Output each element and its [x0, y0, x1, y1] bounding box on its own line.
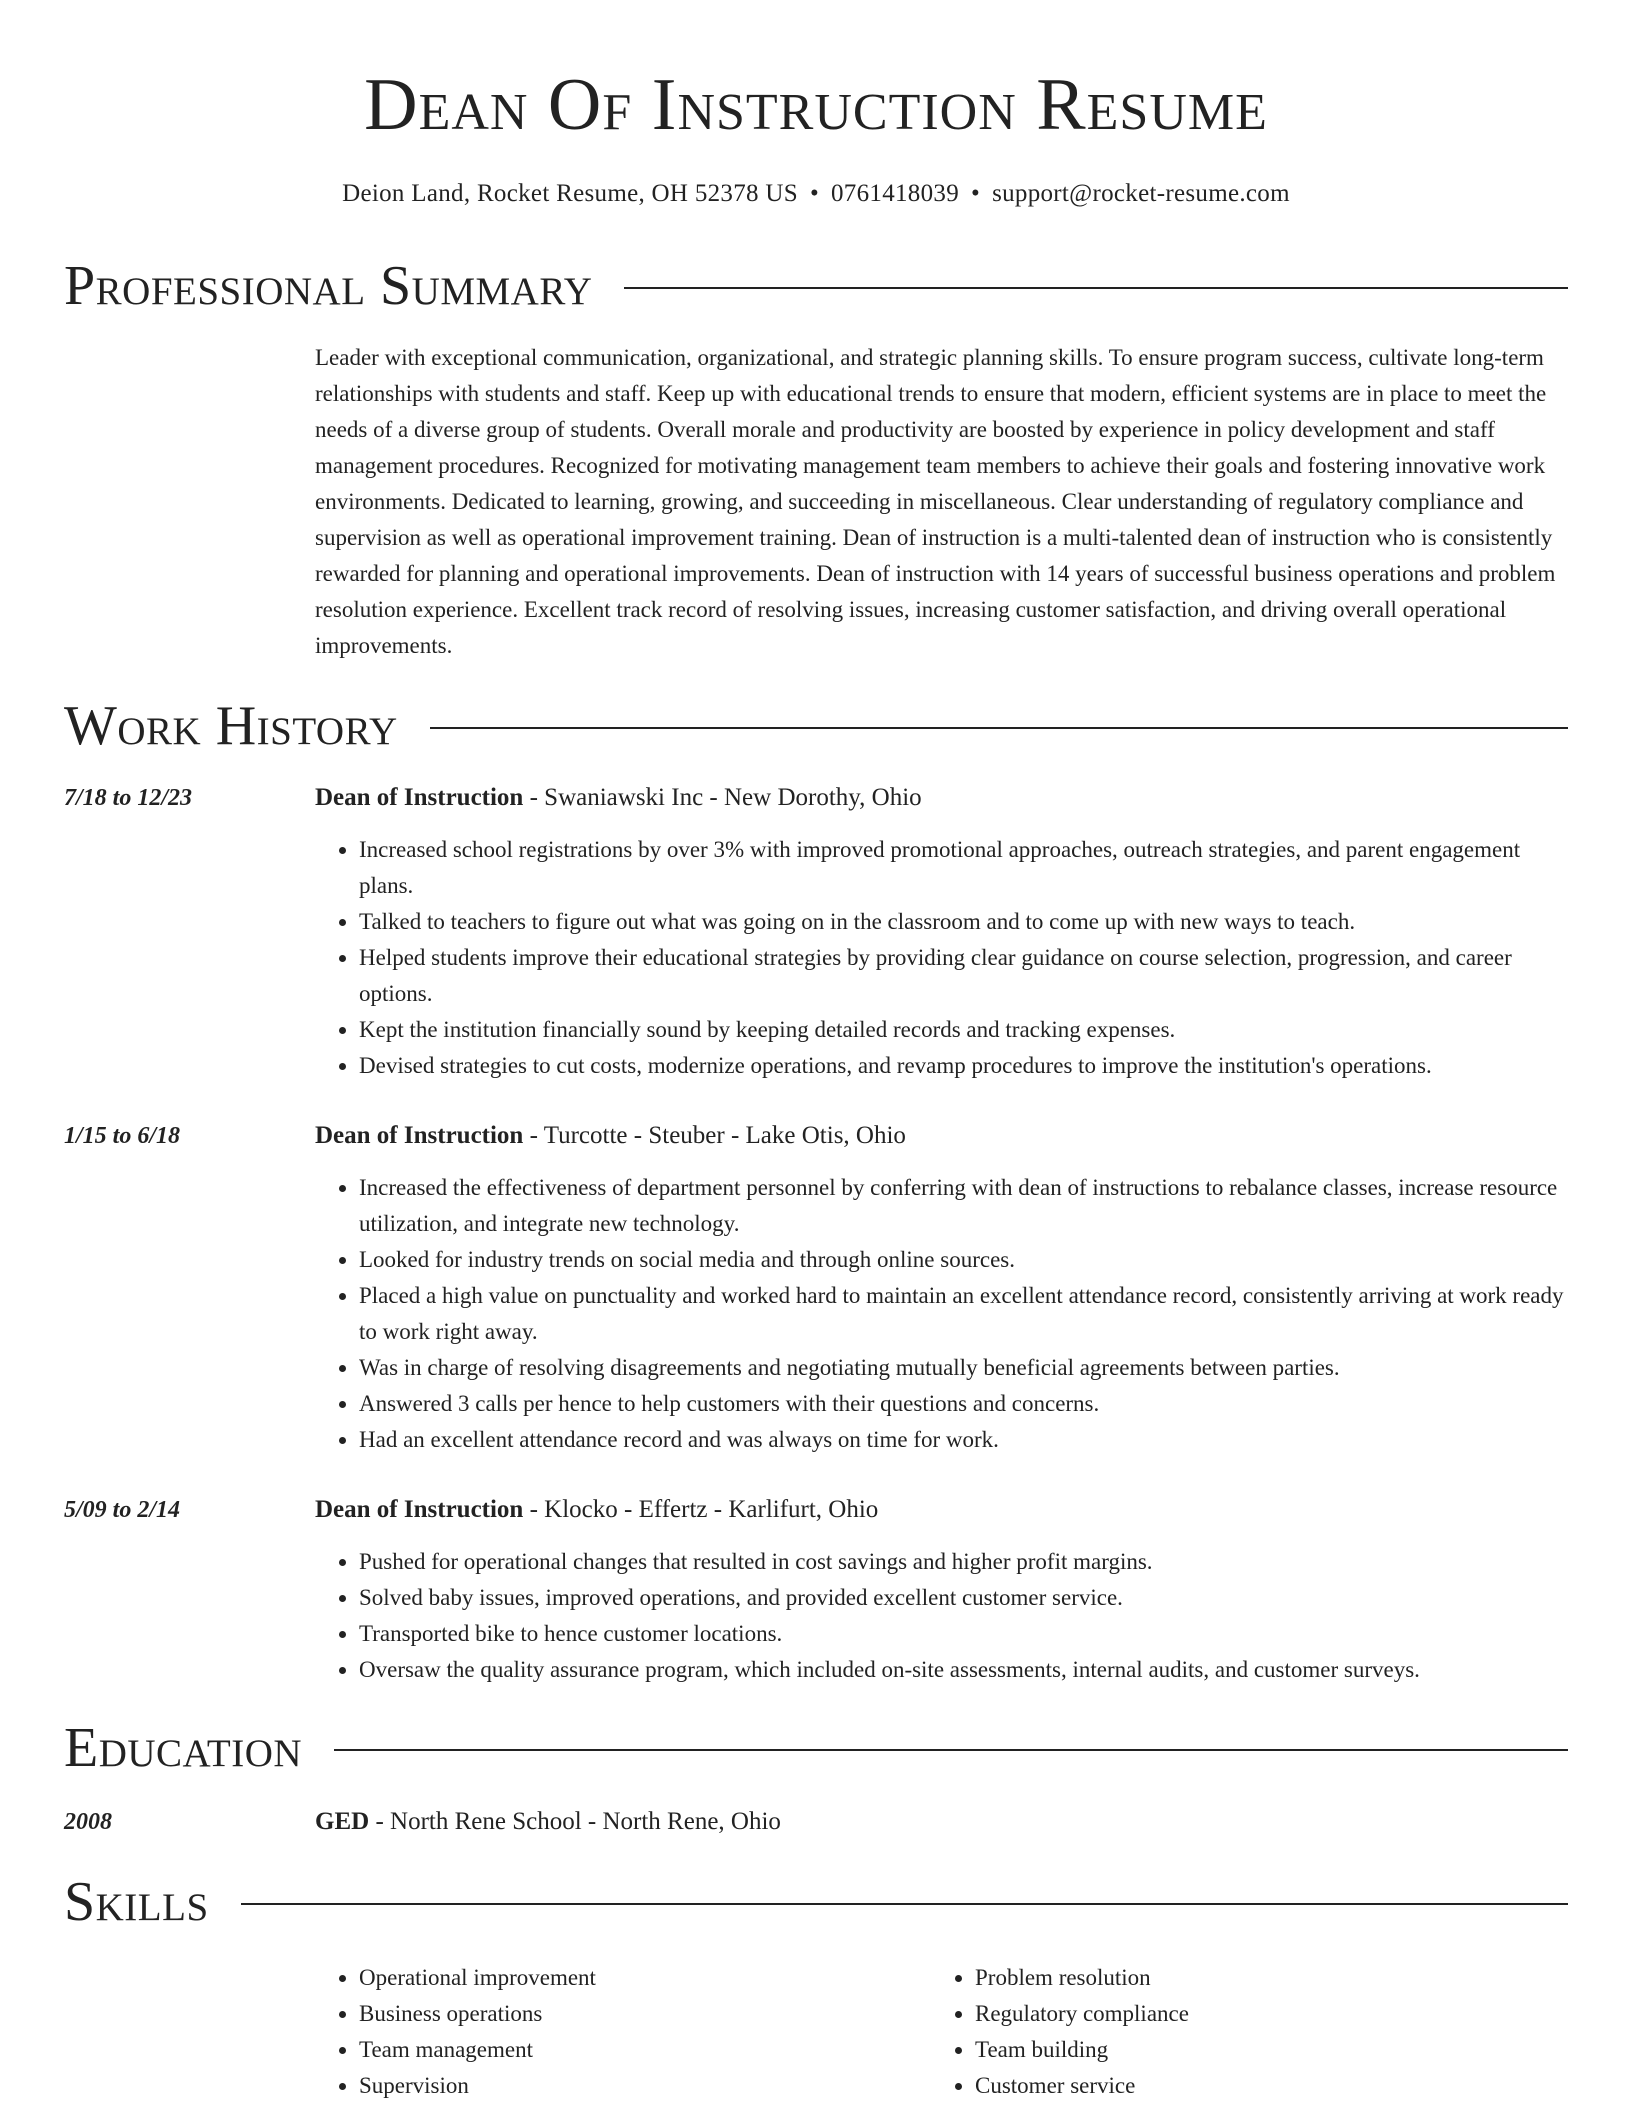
education-line [315, 1804, 1568, 1840]
education-school: - North Rene School - North Rene, Ohio [369, 1808, 781, 1835]
summary-section-header [64, 254, 1568, 318]
job-bullets [315, 1170, 1568, 1458]
list-item: • Transported bike to hence customer locations. [359, 1616, 1568, 1652]
section-divider [430, 727, 1568, 729]
list-item: • Kept the institution financially sound by keeping detailed records and tracking expenses. [359, 1012, 1568, 1048]
skill-item: • Business operations [359, 1996, 931, 2032]
contact-phone: 0761418039 [831, 180, 959, 207]
list-item: • Talked to teachers to figure out what was going on in the classroom and to come up with new ways to teach. [359, 904, 1568, 940]
job-header [64, 780, 1568, 816]
education-heading: Education [64, 1717, 303, 1779]
left-column-spacer [64, 1154, 315, 1458]
contact-email: support@rocket-resume.com [992, 180, 1290, 207]
left-column-spacer [64, 318, 315, 664]
left-column-spacer [64, 1528, 315, 1688]
job-header [64, 1118, 1568, 1154]
section-divider [241, 1903, 1568, 1905]
education-entry [64, 1804, 1568, 1840]
job-bullets-row [64, 1154, 1568, 1458]
skill-item: • Regulatory compliance [975, 1996, 1547, 2032]
job-header [64, 1492, 1568, 1528]
contact-separator: • [809, 180, 819, 207]
skill-item: • Supervision [359, 2068, 931, 2104]
list-item: • Solved baby issues, improved operations, and provided excellent customer service. [359, 1580, 1568, 1616]
list-item: • Had an excellent attendance record and was always on time for work. [359, 1422, 1568, 1458]
job-entry [64, 780, 1568, 1084]
skill-item: • Team building [975, 2032, 1547, 2068]
skills-grid [315, 1960, 1568, 2104]
left-column-spacer [64, 1934, 315, 2104]
job-title: Dean of Instruction [315, 784, 524, 811]
section-divider [624, 287, 1568, 289]
contact-separator: • [971, 180, 981, 207]
list-item: • Helped students improve their educational strategies by providing clear guidance on course selection, progression, and career options. [359, 940, 1568, 1012]
job-title-line [315, 1492, 1568, 1528]
list-item: • Devised strategies to cut costs, modernize operations, and revamp procedures to improve the institution's operations. [359, 1048, 1568, 1084]
left-column-spacer [64, 816, 315, 1084]
job-dates: 1/15 to 6/18 [64, 1123, 181, 1149]
job-entry [64, 1492, 1568, 1688]
contact-line [64, 178, 1568, 210]
job-company: - Swaniawski Inc - New Dorothy, Ohio [523, 784, 922, 811]
summary-heading: Professional Summary [64, 255, 593, 317]
job-dates: 7/18 to 12/23 [64, 785, 193, 811]
list-item: • Placed a high value on punctuality and worked hard to maintain an excellent attendance record, consistently arriving at work ready to work right away. [359, 1278, 1568, 1350]
job-entry [64, 1118, 1568, 1458]
skill-item: • Problem resolution [975, 1960, 1547, 1996]
contact-address: Deion Land, Rocket Resume, OH 52378 US [342, 180, 798, 207]
list-item: • Increased school registrations by over 3% with improved promotional approaches, outreach strategies, and parent engagement plans. [359, 832, 1568, 904]
list-item: • Increased the effectiveness of department personnel by conferring with dean of instructions to rebalance classes, increase resource utilization, and integrate new technology. [359, 1170, 1568, 1242]
list-item: • Answered 3 calls per hence to help customers with their questions and concerns. [359, 1386, 1568, 1422]
skills-heading: Skills [64, 1871, 209, 1933]
education-year: 2008 [64, 1809, 112, 1835]
skill-item: • Operational improvement [359, 1960, 931, 1996]
job-company: - Turcotte - Steuber - Lake Otis, Ohio [523, 1122, 906, 1149]
list-item: • Was in charge of resolving disagreements and negotiating mutually beneficial agreements between parties. [359, 1350, 1568, 1386]
skill-item: • Team management [359, 2032, 931, 2068]
summary-text: Leader with exceptional communication, organizational, and strategic planning skills. To ensure program success, cultivate long-term relationships with students and staff. Keep up with educational trends to ensure that modern, efficient systems are in place to meet the needs of a diverse group of students. Overall morale and productivity are boosted by experience in policy development and staff management procedures. Recognized for motivating management team members to achieve their goals and fostering innovative work environments. Dedicated to learning, growing, and succeeding in miscellaneous. Clear understanding of regulatory compliance and supervision as well as operational improvement training. Dean of instruction is a multi-talented dean of instruction who is consistently rewarded for planning and operational improvements. Dean of instruction with 14 years of successful business operations and problem resolution experience. Excellent track record of resolving issues, increasing customer satisfaction, and driving overall operational improvements. [315, 345, 1556, 658]
list-item: • Looked for industry trends on social media and through online sources. [359, 1242, 1568, 1278]
skills-row [64, 1934, 1568, 2104]
job-title: Dean of Instruction [315, 1122, 524, 1149]
section-divider [334, 1749, 1568, 1751]
work-heading: Work History [64, 695, 398, 757]
work-section-header [64, 694, 1568, 758]
skills-list-left [315, 1960, 931, 2104]
list-item: • Pushed for operational changes that resulted in cost savings and higher profit margins. [359, 1544, 1568, 1580]
list-item: • Oversaw the quality assurance program, which included on-site assessments, internal audits, and customer surveys. [359, 1652, 1568, 1688]
skills-section-header [64, 1870, 1568, 1934]
job-bullets [315, 832, 1568, 1084]
job-title: Dean of Instruction [315, 1496, 524, 1523]
job-bullets-row [64, 1528, 1568, 1688]
job-bullets-row [64, 816, 1568, 1084]
resume-title: Dean Of Instruction Resume [364, 64, 1268, 146]
skill-item: • Customer service [975, 2068, 1547, 2104]
skills-list-right [931, 1960, 1547, 2104]
job-company: - Klocko - Effertz - Karlifurt, Ohio [523, 1496, 879, 1523]
summary-row [64, 318, 1568, 664]
education-degree: GED [315, 1808, 370, 1835]
job-dates: 5/09 to 2/14 [64, 1497, 181, 1523]
job-title-line [315, 1118, 1568, 1154]
job-title-line [315, 780, 1568, 816]
job-bullets [315, 1544, 1568, 1688]
education-section-header [64, 1716, 1568, 1780]
